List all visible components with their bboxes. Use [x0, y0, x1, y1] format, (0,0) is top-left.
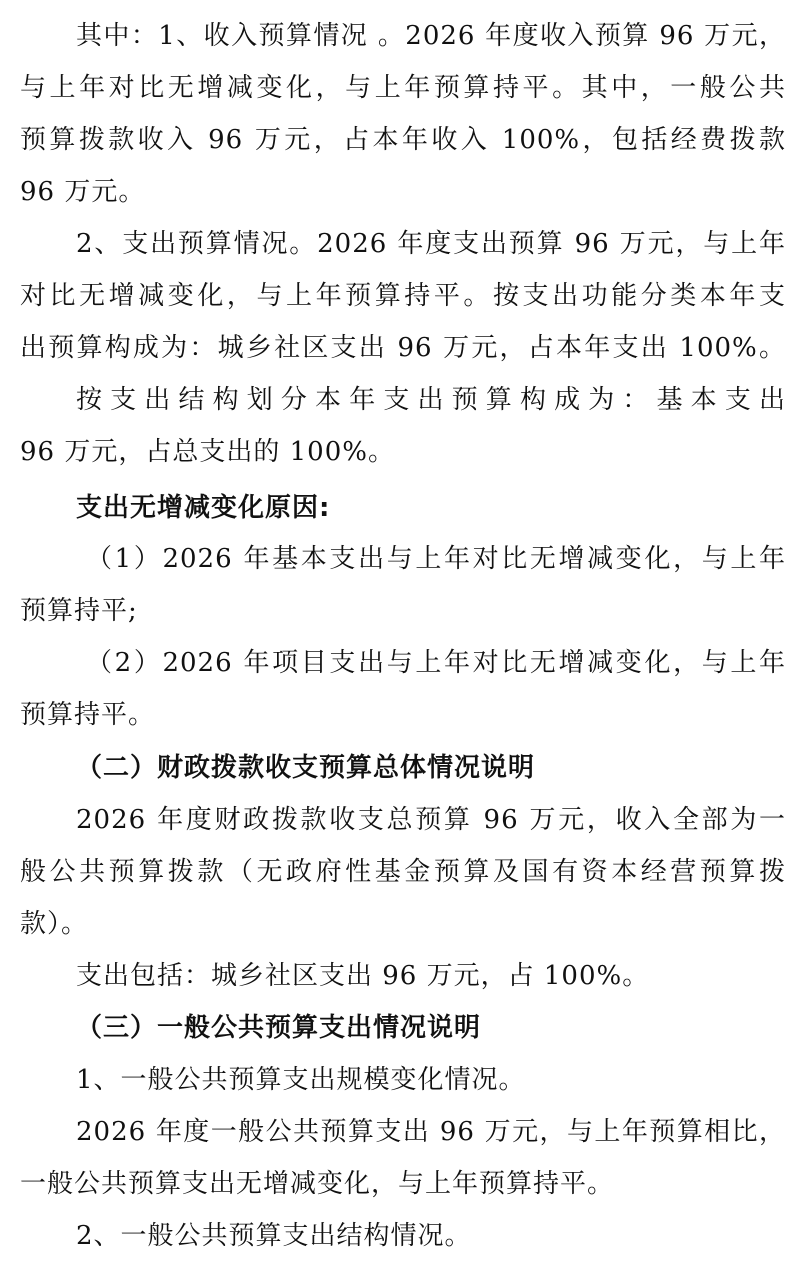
paragraph-line: 预算持平;: [20, 596, 138, 626]
paragraph-line: 一般公共预算支出无增减变化，与上年预算持平。: [20, 1169, 615, 1199]
paragraph-line: 2026 年度一般公共预算支出 96 万元，与上年预算相比，: [76, 1117, 786, 1147]
paragraph-line: 款）。: [20, 909, 89, 939]
paragraph-line: 出预算构成为：城乡社区支出 96 万元，占本年支出 100%。: [20, 333, 786, 363]
paragraph-line: 般公共预算拨款（无政府性基金预算及国有资本经营预算拨: [20, 857, 786, 887]
paragraph-line: 1、一般公共预算支出规模变化情况。: [76, 1065, 526, 1095]
section-heading: （三）一般公共预算支出情况说明: [76, 1013, 482, 1043]
list-item: （1）2026 年基本支出与上年对比无增减变化，与上年: [86, 544, 786, 574]
paragraph-line: 预算持平。: [20, 700, 156, 730]
paragraph-line: 支出包括：城乡社区支出 96 万元，占 100%。: [76, 961, 650, 991]
section-heading: （二）财政拨款收支预算总体情况说明: [76, 753, 536, 783]
section-heading: 支出无增减变化原因:: [76, 493, 331, 523]
paragraph-line: 2、一般公共预算支出结构情况。: [76, 1221, 472, 1251]
paragraph-line: 2026 年度财政拨款收支总预算 96 万元，收入全部为一: [76, 805, 786, 835]
paragraph-line: 其中：1、收入预算情况 。2026 年度收入预算 96 万元，: [76, 21, 786, 51]
paragraph-line: 对比无增减变化，与上年预算持平。按支出功能分类本年支: [20, 281, 786, 311]
paragraph-line: 与上年对比无增减变化，与上年预算持平。其中，一般公共: [20, 73, 786, 103]
paragraph-line: 96 万元，占总支出的 100%。: [20, 437, 395, 467]
paragraph-line: 预算拨款收入 96 万元，占本年收入 100%，包括经费拨款: [20, 125, 786, 155]
paragraph-line: 96 万元。: [20, 177, 146, 207]
paragraph-line: 按支出结构划分本年支出预算构成为：基本支出: [76, 385, 786, 415]
list-item: （2）2026 年项目支出与上年对比无增减变化，与上年: [86, 648, 786, 678]
paragraph-line: 2、支出预算情况。2026 年度支出预算 96 万元，与上年: [76, 229, 786, 259]
